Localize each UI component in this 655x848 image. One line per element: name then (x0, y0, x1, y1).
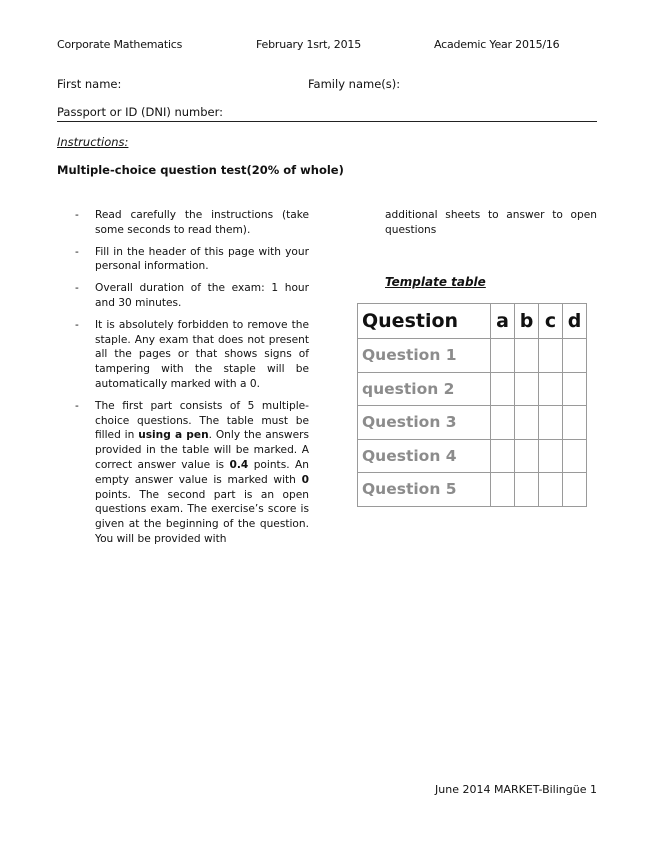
continued-text: additional sheets to answer to open questions (385, 209, 597, 236)
answer-cell-d[interactable] (563, 372, 587, 406)
family-name-label: Family name(s): (308, 77, 401, 91)
answer-cell-b[interactable] (515, 372, 539, 406)
question-label: Question 4 (358, 439, 491, 473)
template-table-title: Template table (385, 275, 486, 289)
table-row (358, 372, 587, 406)
instruction-text: Read carefully the instructions (take some seconds to read them). (95, 209, 309, 236)
header-b: b (515, 304, 539, 339)
answer-cell-c[interactable] (539, 439, 563, 473)
table-row (358, 439, 587, 473)
answer-cell-b[interactable] (515, 439, 539, 473)
question-label: Question 1 (358, 339, 491, 373)
table-row (358, 339, 587, 373)
answer-cell-a[interactable] (491, 473, 515, 507)
instruction-part: The first part consists of 5 multiple-choice questions. The table must be filled in (95, 399, 309, 442)
page-footer: June 2014 MARKET-Bilingüe 1 (435, 783, 597, 796)
instruction-text: It is absolutely forbidden to remove the staple. Any exam that does not present all the pages or that shows signs of tampering with the staple will be automatically marked with a 0. (95, 318, 309, 390)
answer-cell-c[interactable] (539, 406, 563, 440)
instruction-part: points. An empty answer value is marked with (95, 458, 309, 486)
emphasis-pen: using a pen (138, 429, 209, 442)
instruction-part: points. The second part is an open questions exam. The exercise’s score is given at the beginning of the question. You will be provided with (95, 488, 309, 545)
list-item (75, 208, 309, 238)
answer-cell-d[interactable] (563, 439, 587, 473)
dash-bullet: - (75, 318, 79, 331)
answer-cell-c[interactable] (539, 372, 563, 406)
first-name-label: First name: (57, 77, 122, 91)
template-table (357, 303, 587, 507)
instruction-part: . Only the answers provided in the table will be marked. A correct answer value is (95, 429, 309, 471)
answer-cell-b[interactable] (515, 406, 539, 440)
test-title: Multiple-choice question test(20% of whole) (57, 163, 344, 177)
question-label: question 2 (358, 372, 491, 406)
answer-cell-d[interactable] (563, 406, 587, 440)
answer-cell-a[interactable] (491, 372, 515, 406)
header-divider (57, 121, 597, 122)
instructions-list (75, 208, 309, 554)
dash-bullet: - (75, 282, 79, 295)
dash-bullet: - (75, 209, 79, 221)
answer-cell-b[interactable] (515, 339, 539, 373)
list-item (75, 399, 309, 547)
answer-cell-a[interactable] (491, 339, 515, 373)
instruction-text: Overall duration of the exam: 1 hour and 30 minutes. (95, 282, 309, 309)
emphasis-points: 0.4 (229, 458, 249, 471)
list-item (75, 245, 309, 275)
dash-bullet: - (75, 245, 79, 258)
table-row (358, 473, 587, 507)
emphasis-zero: 0 (301, 473, 309, 486)
table-row (358, 406, 587, 440)
header-c: c (539, 304, 563, 339)
course-name: Corporate Mathematics (57, 38, 183, 51)
instruction-text (95, 400, 309, 545)
academic-year: Academic Year 2015/16 (434, 38, 560, 51)
list-item (75, 318, 309, 392)
exam-date: February 1srt, 2015 (256, 38, 361, 51)
answer-cell-d[interactable] (563, 473, 587, 507)
table-header-row (358, 304, 587, 339)
question-label: Question 5 (358, 473, 491, 507)
answer-cell-c[interactable] (539, 473, 563, 507)
dash-bullet: - (75, 399, 79, 412)
answer-cell-d[interactable] (563, 339, 587, 373)
answer-cell-a[interactable] (491, 406, 515, 440)
header-d: d (563, 304, 587, 339)
passport-label: Passport or ID (DNI) number: (57, 105, 224, 119)
answer-cell-a[interactable] (491, 439, 515, 473)
header-question: Question (358, 304, 491, 339)
answer-cell-b[interactable] (515, 473, 539, 507)
instructions-heading: Instructions: (57, 135, 129, 149)
list-item (75, 281, 309, 311)
question-label: Question 3 (358, 406, 491, 440)
header-a: a (491, 304, 515, 339)
instruction-text: Fill in the header of this page with your personal information. (95, 245, 309, 273)
answer-cell-c[interactable] (539, 339, 563, 373)
